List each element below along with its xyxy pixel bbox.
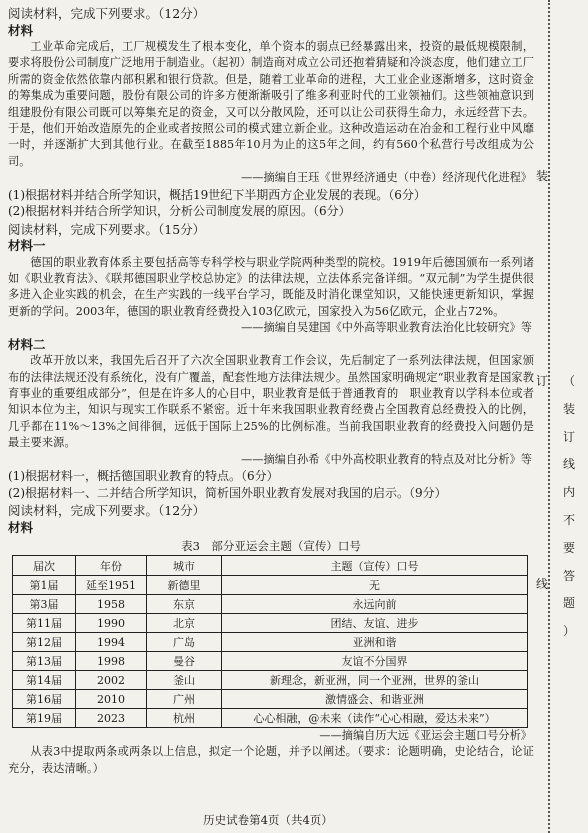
q1-source: ——摘编自王珏《世界经济通史（中卷）经济现代化进程》 [241, 171, 532, 185]
cell-slogan: 无 [222, 576, 528, 595]
table-row [13, 595, 528, 614]
q2-material-1-label: 材料一 [8, 238, 46, 254]
table-caption: 表3 部分亚运会主题（宣传）口号 [181, 539, 361, 554]
cell-session: 第3届 [13, 595, 76, 614]
cell-session: 第11届 [13, 614, 76, 633]
cell-slogan: 团结、友谊、进步 [222, 614, 528, 633]
table-row [13, 690, 528, 709]
cell-year: 1958 [76, 595, 147, 614]
question-2 [8, 222, 534, 501]
gutter-label-xian: 线 [536, 577, 549, 591]
notice-char: 线 [562, 457, 575, 472]
cell-year: 2023 [76, 709, 147, 728]
notice-char: 题 [562, 596, 575, 611]
column-header-city: 城市 [147, 556, 222, 576]
notice-char: 要 [562, 540, 575, 555]
q2-material-1-source: ——摘编自吴建国《中外高等职业教育法治化比较研究》等 [241, 321, 532, 335]
cell-session: 第12届 [13, 633, 76, 652]
column-header-year: 年份 [76, 556, 147, 576]
cell-city: 釜山 [147, 671, 222, 690]
cell-city: 杭州 [147, 709, 222, 728]
cell-city: 东京 [147, 595, 222, 614]
cell-slogan: 永远向前 [222, 595, 528, 614]
binding-line-notice [560, 368, 578, 646]
q3-source: ——摘编自历大远《亚运会主题口号分析》 [319, 729, 532, 743]
exam-content [8, 4, 534, 777]
notice-char: （ [562, 374, 575, 388]
cell-city: 广州 [147, 690, 222, 709]
cell-year: 2010 [76, 690, 147, 709]
notice-char: 答 [562, 568, 575, 583]
notice-char: 装 [562, 401, 575, 416]
cell-year: 延至1951 [76, 576, 147, 595]
notice-char: 订 [562, 429, 575, 444]
q2-task-2: (2)根据材料一、二并结合所学知识，简析国外职业教育发展对我国的启示。（9分） [8, 485, 447, 500]
question-1 [8, 6, 534, 220]
question-3 [8, 503, 534, 777]
q1-material-text: 工业革命完成后，工厂规模发生了根本变化，单个资本的弱点已经暴露出来，投资的最低规模限制，要求将股份公司制度广泛地用于制造业。（起初）制造商对成立公司还抱着猜疑和冷淡态度，他们建立工厂所需的资金依然依靠内部积累和银行贷款。但是，随着工业革命的进程，大工业企业逐渐增多，这时资金的筹集成为重要问题，股份有限公司的许多方便渐渐吸引了维多利亚时代的工业领袖们。这些领袖意识到组建股份有限公司既可以筹集充足的资金，又可以分散风险，还可以让公司获得生命力，永远经营下去。于是，他们开始改造原先的企业或者按照公司的模式建立新企业。这种改造运动在冶金和工程行业中风靡一时，并逐渐扩大到其他行业。在截至1885年10月为止的这5年之间，约有560个私营行号改组成为公司。 [8, 40, 534, 168]
column-header-session: 届次 [13, 556, 76, 576]
notice-char: 不 [562, 512, 575, 527]
cell-city: 北京 [147, 614, 222, 633]
cell-city: 曼谷 [147, 652, 222, 671]
cell-city: 新德里 [147, 576, 222, 595]
notice-char: 内 [562, 485, 575, 500]
cell-slogan: 新理念，新亚洲，同一个亚洲，世界的釜山 [222, 671, 528, 690]
cell-year: 1990 [76, 614, 147, 633]
q2-material-2-label: 材料二 [8, 336, 46, 352]
table-row [13, 652, 528, 671]
table-row [13, 709, 528, 728]
q2-material-2-text: 改革开放以来，我国先后召开了六次全国职业教育工作会议，先后制定了一系列法律法规，但国家颁布的法律法规还没有系统化，没有广覆盖，配套性地方法律法规少。虽然国家明确规定“职业教育是国家教育事业的重要组成部分”，但是在许多人的心目中，职业教育是低于普通教育的 职业教育以学科本位或者知识本位为主，知识与现实工作联系不紧密。近十年来我国职业教育经费占全国教育总经费投入的比例，几乎都在11%～13%之间徘徊，远低于国际上25%的比例标准。当前我国职业教育的经费投入问题仍是最主要来源。 [8, 354, 534, 450]
q1-task-1: (1)根据材料并结合所学知识，概括19世纪下半期西方企业发展的表现。（6分） [8, 187, 426, 202]
q2-header: 阅读材料，完成下列要求。（15分） [8, 221, 206, 237]
q3-task: 从表3中提取两条或两条以上信息，拟定一个论题，并予以阐述。（要求：论题明确，史论结合，论证充分，表达清晰。） [8, 745, 534, 775]
cell-year: 1994 [76, 633, 147, 652]
page-footer: 历史试卷第4页（共4页） [203, 813, 333, 827]
notice-char: ） [562, 624, 575, 639]
cell-slogan: 友谊不分国界 [222, 652, 528, 671]
table-row [13, 576, 528, 595]
asian-games-slogan-table [12, 555, 528, 728]
table-header-row [13, 556, 528, 576]
cell-session: 第19届 [13, 709, 76, 728]
cell-slogan: 亚洲和谐 [222, 633, 528, 652]
cell-session: 第14届 [13, 671, 76, 690]
cell-slogan: 激情盛会、和谐亚洲 [222, 690, 528, 709]
table-row [13, 671, 528, 690]
q1-task-2: (2)根据材料并结合所学知识，分析公司制度发展的原因。（6分） [8, 204, 351, 219]
table-row [13, 633, 528, 652]
cell-session: 第1届 [13, 576, 76, 595]
binding-dotted-line [548, 0, 551, 833]
cell-year: 1998 [76, 652, 147, 671]
cell-session: 第16届 [13, 690, 76, 709]
q3-material-label: 材料 [8, 519, 34, 535]
gutter-label-zhuang: 装 [536, 169, 549, 183]
cell-slogan: 心心相融，@未来（读作“心心相融，爱达未来”） [222, 709, 528, 728]
q1-header: 阅读材料，完成下列要求。（12分） [8, 6, 206, 21]
q2-material-1-text: 德国的职业教育体系主要包括高等专科学校与职业学院两种类型的院校。1919年后德国颁布一系列诸如《职业教育法》、《联邦德国职业学校总协定》的法律法规，立法体系完备详细。“双元制”为学生提供很多进入企业实践的机会，在生产实践的一线平台学习，既能及时消化课堂知识，又能快速更新知识，掌握更新的学问。2003年，德国的职业教育经费投入103亿欧元，国家投入为56亿欧元，企业占72%。 [8, 255, 534, 318]
cell-session: 第13届 [13, 652, 76, 671]
q1-material-label: 材料 [8, 22, 34, 38]
q2-task-1: (1)根据材料一，概括德国职业教育的特点。（6分） [8, 469, 279, 484]
q2-material-2-source: ——摘编自孙希《中外高校职业教育的特点及对比分析》等 [241, 452, 532, 466]
column-header-slogan: 主题（宣传）口号 [222, 556, 528, 576]
q3-header: 阅读材料，完成下列要求。（12分） [8, 503, 206, 519]
cell-city: 广岛 [147, 633, 222, 652]
gutter-label-ding: 订 [536, 374, 549, 388]
cell-year: 2002 [76, 671, 147, 690]
table-row [13, 614, 528, 633]
